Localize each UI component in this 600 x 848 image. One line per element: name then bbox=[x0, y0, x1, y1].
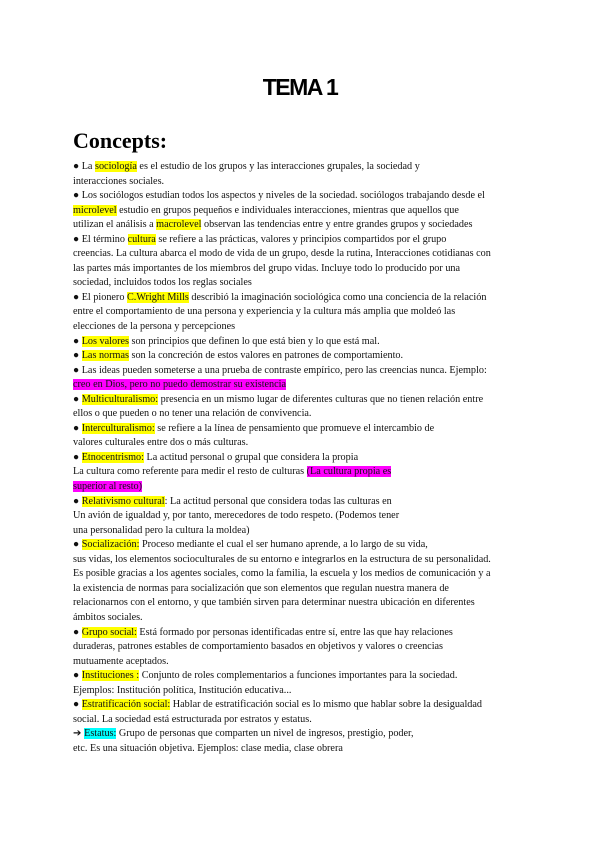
bullet-icon: ● bbox=[73, 233, 82, 245]
document-title: TEMA 1 bbox=[262, 74, 338, 100]
text-segment: creencias. La cultura abarca el modo de vida de un grupo, desde la rutina, Interacciones cotidianas con bbox=[73, 248, 491, 260]
text-line bbox=[73, 320, 543, 335]
highlighted-term: Las normas bbox=[81, 350, 129, 362]
highlighted-term: Estratificación social: bbox=[81, 699, 171, 711]
bullet-icon: ● bbox=[73, 422, 82, 434]
text-segment: La actitud personal o grupal que considera la propia bbox=[143, 451, 359, 463]
highlighted-term: macrolevel bbox=[156, 219, 202, 231]
text-line bbox=[73, 640, 543, 655]
text-line bbox=[73, 262, 543, 277]
text-line bbox=[73, 626, 543, 641]
text-segment: Proceso mediante el cual el ser humano aprende, a lo largo de su vida, bbox=[139, 539, 428, 551]
text-line bbox=[73, 582, 543, 597]
highlighted-term: cultura bbox=[127, 233, 156, 245]
text-segment: Conjunto de roles complementarios a funciones importantes para la sociedad. bbox=[139, 670, 458, 682]
text-line bbox=[73, 684, 543, 699]
text-line bbox=[73, 305, 543, 320]
bullet-icon: ● bbox=[73, 335, 82, 347]
text-line bbox=[73, 218, 543, 233]
text-line bbox=[73, 436, 543, 451]
text-segment: elecciones de la persona y percepciones bbox=[73, 321, 236, 333]
text-line bbox=[73, 378, 543, 393]
text-line bbox=[73, 480, 543, 495]
text-line bbox=[73, 422, 543, 437]
text-segment: una personalidad pero la cultura la moldea) bbox=[73, 524, 250, 536]
text-segment: Hablar de estratificación social es lo mismo que hablar sobre la desigualdad bbox=[170, 699, 482, 711]
bullet-icon: ● bbox=[73, 364, 82, 376]
text-line bbox=[73, 364, 543, 379]
text-line bbox=[73, 393, 543, 408]
text-line bbox=[73, 495, 543, 510]
text-line bbox=[73, 611, 543, 626]
bullet-icon: ● bbox=[73, 350, 82, 362]
text-line bbox=[73, 204, 543, 219]
highlighted-term: superior al resto) bbox=[73, 481, 143, 493]
highlighted-term: Instituciones : bbox=[81, 670, 140, 682]
bullet-icon: ● bbox=[73, 539, 82, 551]
text-line bbox=[73, 524, 543, 539]
arrow-icon: ➔ bbox=[73, 728, 85, 740]
text-line bbox=[73, 669, 543, 684]
text-segment: entre el comportamiento de una persona y experiencia y la cultura más amplia que moldeó las bbox=[73, 306, 456, 318]
text-segment: se refiere a la línea de pensamiento que promueve el intercambio de bbox=[154, 422, 435, 434]
text-segment: La cultura como referente para medir el resto de culturas bbox=[73, 466, 307, 478]
text-line bbox=[73, 349, 543, 364]
text-line bbox=[73, 407, 543, 422]
text-segment: son principios que definen lo que está bien y lo que está mal. bbox=[128, 335, 380, 347]
text-segment: Es posible gracias a los agentes sociales, como la familia, la escuela y los medios de comunicación y a bbox=[73, 568, 491, 580]
text-line bbox=[73, 247, 543, 262]
bullet-icon: ● bbox=[73, 190, 82, 202]
highlighted-term: Socialización: bbox=[81, 539, 140, 551]
text-segment: : La actitud personal que considera todas las culturas en bbox=[164, 495, 392, 507]
text-line bbox=[73, 698, 543, 713]
bullet-icon: ● bbox=[73, 626, 82, 638]
text-segment: las partes más importantes de los miembros del grupo vidas. Incluye todo lo producido por una bbox=[73, 262, 461, 274]
text-line bbox=[73, 451, 543, 466]
text-line bbox=[73, 233, 543, 248]
text-line bbox=[73, 567, 543, 582]
highlighted-term: Multiculturalismo: bbox=[81, 393, 159, 405]
text-segment: Las ideas pueden someterse a una prueba de contraste empírico, pero las creencias nunca. Ejemplo: bbox=[81, 364, 487, 376]
text-segment: son la concreción de estos valores en patrones de comportamiento. bbox=[128, 350, 404, 362]
text-segment: interacciones sociales. bbox=[73, 175, 165, 187]
text-segment: ellos o que pueden o no tener una relación de convivencia. bbox=[73, 408, 312, 420]
text-segment: es el estudio de los grupos y las interacciones grupales, la sociedad y bbox=[136, 161, 420, 172]
text-segment: Está formado por personas identificadas entre sí, entre las que hay relaciones bbox=[136, 626, 453, 638]
highlighted-term: Estatus: bbox=[84, 728, 117, 740]
text-line bbox=[73, 160, 543, 175]
text-line bbox=[73, 276, 543, 291]
text-segment: duraderas, patrones estables de comportamiento basados en objetivos y valores o creencias bbox=[73, 641, 444, 653]
bullet-icon: ● bbox=[73, 451, 82, 463]
concepts-body bbox=[73, 160, 543, 756]
section-heading: Concepts: bbox=[73, 128, 168, 153]
highlighted-term: Los valores bbox=[81, 335, 129, 347]
bullet-icon: ● bbox=[73, 393, 82, 405]
text-segment: observan las tendencias entre y entre grandes grupos y sociedades bbox=[201, 219, 473, 231]
highlighted-term: Interculturalismo: bbox=[81, 422, 155, 434]
text-segment: Los sociólogos estudian todos los aspectos y niveles de la sociedad. sociólogos trabajando desde el bbox=[81, 190, 485, 202]
text-segment: El término bbox=[81, 233, 128, 245]
bullet-icon: ● bbox=[73, 699, 82, 711]
highlighted-term: C.Wright Mills bbox=[126, 291, 189, 303]
text-line bbox=[73, 596, 543, 611]
text-segment: ámbitos sociales. bbox=[73, 611, 143, 623]
text-segment: social. La sociedad está estructurada por estratos y estatus. bbox=[73, 713, 312, 725]
text-line bbox=[73, 335, 543, 350]
text-segment: se refiere a las prácticas, valores y principios compartidos por el grupo bbox=[155, 233, 447, 245]
text-segment: relacionarnos con el entorno, y que también sirven para determinar nuestra ubicación en diferentes bbox=[73, 597, 475, 609]
text-line bbox=[73, 655, 543, 670]
text-segment: utilizan el análisis a bbox=[73, 219, 157, 231]
text-line bbox=[73, 713, 543, 728]
text-segment: sus vidas, los elementos socioculturales de su entorno e integrarlos en la estructura de su personalidad. bbox=[73, 553, 491, 565]
bullet-icon: ● bbox=[73, 291, 82, 303]
text-line bbox=[73, 291, 543, 306]
bullet-icon: ● bbox=[73, 670, 82, 682]
text-segment: mutuamente aceptados. bbox=[73, 655, 169, 667]
highlighted-term: creo en Dios, pero no puedo demostrar su existencia bbox=[73, 379, 287, 391]
text-segment: Grupo de personas que comparten un nivel de ingresos, prestigio, poder, bbox=[116, 728, 414, 740]
bullet-icon: ● bbox=[73, 161, 82, 172]
text-segment: La bbox=[81, 161, 95, 172]
text-line bbox=[73, 465, 543, 480]
text-segment: sociedad, incluidos todos los reglas sociales bbox=[73, 277, 252, 289]
text-segment: presencia en un mismo lugar de diferentes culturas que no tienen relación entre bbox=[158, 393, 484, 405]
text-line bbox=[73, 509, 543, 524]
highlighted-term: Grupo social: bbox=[81, 626, 137, 638]
highlighted-term: microlevel bbox=[73, 204, 117, 216]
text-line bbox=[73, 175, 543, 190]
text-line bbox=[73, 727, 543, 742]
text-segment: Ejemplos: Institución política, Institución educativa... bbox=[73, 684, 292, 696]
highlighted-term: (La cultura propia es bbox=[306, 466, 392, 478]
text-segment: Un avión de igualdad y, por tanto, merecedores de todo respeto. (Podemos tener bbox=[73, 510, 400, 522]
highlighted-term: Relativismo cultural bbox=[81, 495, 165, 507]
highlighted-term: sociología bbox=[95, 161, 137, 172]
text-segment: estudio en grupos pequeños e individuales interacciones, mientras que aquellos que bbox=[116, 204, 459, 216]
text-line bbox=[73, 538, 543, 553]
text-line bbox=[73, 742, 543, 757]
text-segment: describió la imaginación sociológica como una conciencia de la relación bbox=[188, 291, 487, 303]
text-segment: etc. Es una situación objetiva. Ejemplos: clase media, clase obrera bbox=[73, 742, 343, 754]
text-line bbox=[73, 553, 543, 568]
text-segment: valores culturales entre dos o más culturas. bbox=[73, 437, 249, 449]
highlighted-term: Etnocentrismo: bbox=[81, 451, 144, 463]
bullet-icon: ● bbox=[73, 495, 82, 507]
text-line bbox=[73, 189, 543, 204]
text-segment: El pionero bbox=[81, 291, 127, 303]
text-segment: la existencia de normas para socialización que son elementos que regulan nuestra manera de bbox=[73, 582, 449, 594]
